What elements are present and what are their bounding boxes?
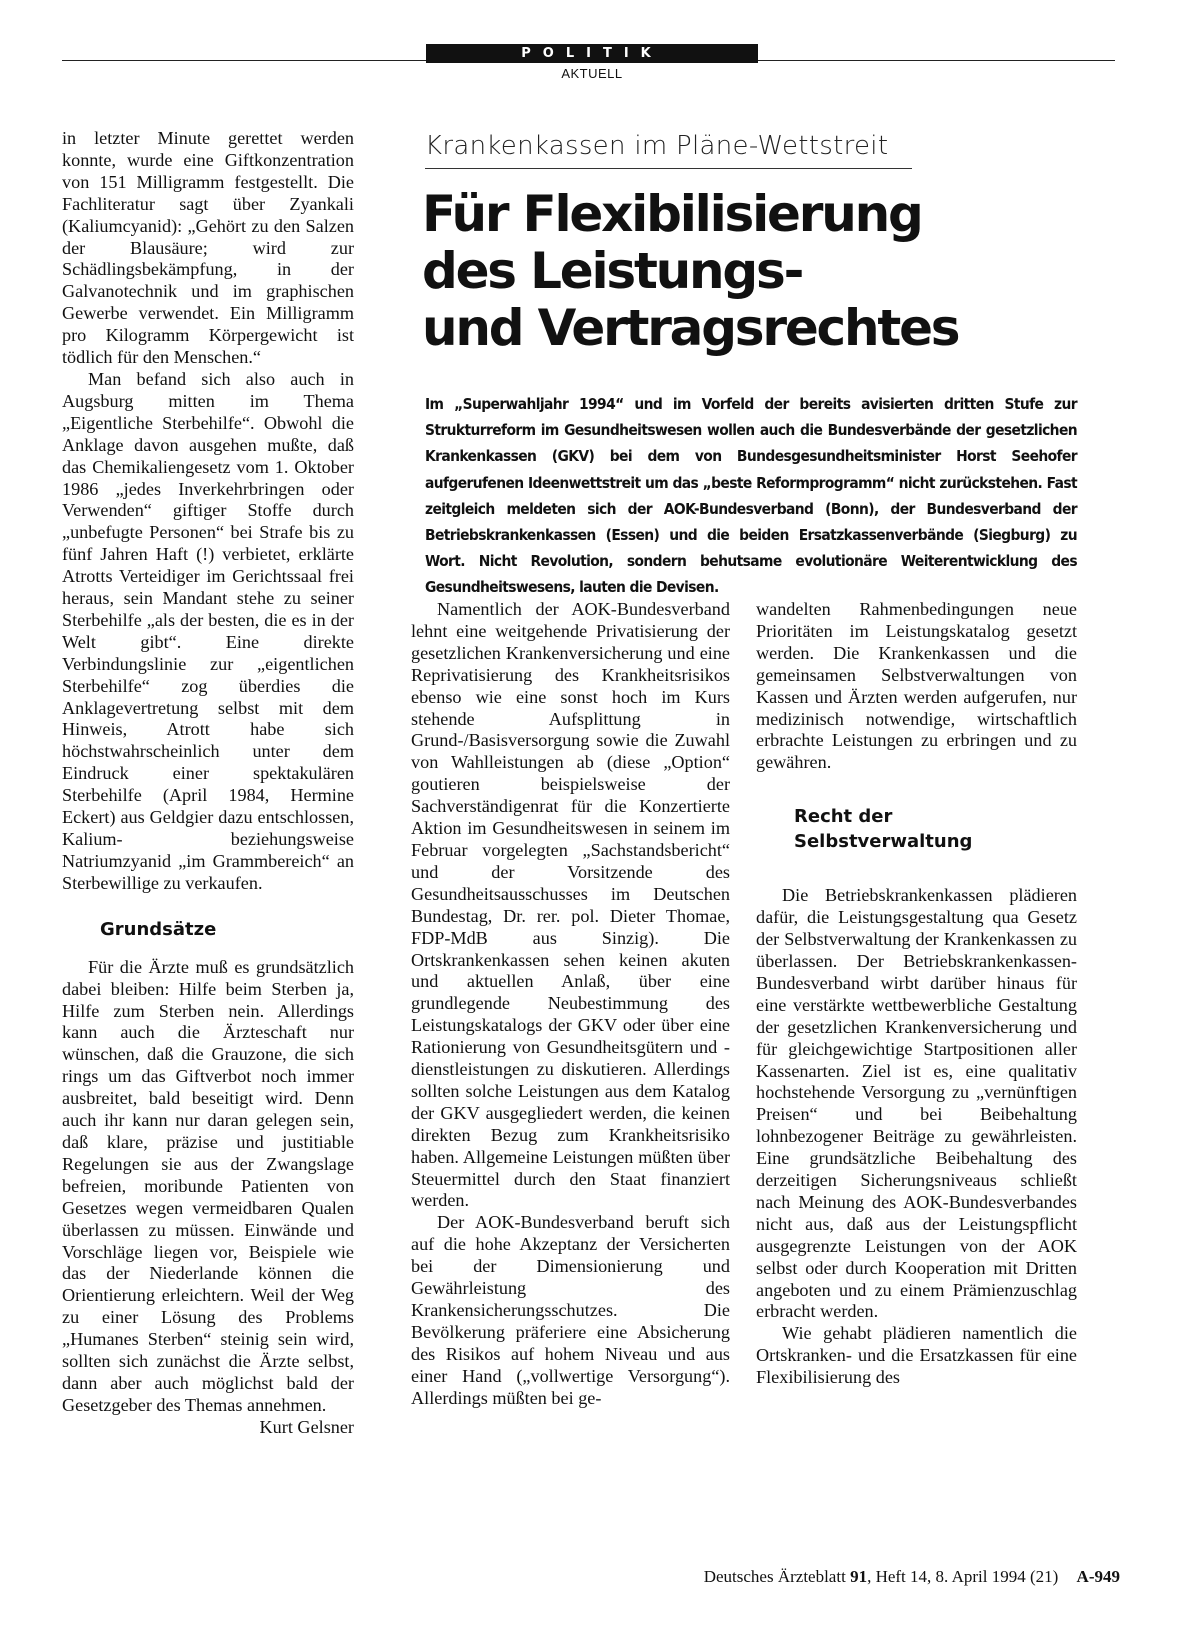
body-paragraph: Die Betriebskrankenkassen plädieren dafür, die Leistungsgestaltung qua Gesetz der Selbstverwaltung der Krankenkassen zu überlassen. Der Betriebskrankenkassen-Bundesverband wirbt darüber hinaus für eine verstärkte wettbewerbliche Gestaltung der gesetzlichen Krankenversicherung und für gleichgewichtige Startpositionen aller Kassenarten. Ziel ist es, eine qualitativ hochstehende Versorgung zu „vernünftigen Preisen“ und bei Beibehaltung lohnbezogener Beiträge zu gewährleisten. Eine grundsätzliche Beibehaltung des derzeitigen Sicherungsniveaus schließt nach Meinung des AOK-Bundesverbandes nicht aus, daß aus der Leistungspflicht ausgegrenzte Leistungen von der AOK selbst oder durch Kooperation mit Dritten angeboten und zu einem Prämienzuschlag erbracht werden. (756, 885, 1077, 1322)
body-paragraph (62, 956, 354, 1437)
body-paragraph: Man befand sich also auch in Augsburg mitten im Thema „Eigentliche Sterbehilfe“. Obwohl die Anklage davon ausgehen mußte, daß das Chemikaliengesetz vom 1. Oktober 1986 „jedes Inverkehrbringen oder Verwenden“ giftiger Stoffe durch „unbefugte Personen“ bei Strafe bis zu fünf Jahren Haft (!) verbietet, erklärte Atrotts Verteidiger im Gerichtssaal frei heraus, sein Mandant stehe zu seiner Sterbehilfe „als der besten, die es in der Welt gibt“. Eine direkte Verbindungslinie zur „eigentlichen Sterbehilfe“ zog überdies die Anklagevertretung selbst mit dem Hinweis, Atrott habe sich höchstwahrscheinlich unter dem Eindruck einer spektakulären Sterbehilfe (April 1984, Hermine Eckert) aus Geldgier dazu entschlossen, Kalium- beziehungsweise Natriumzyanid „im Grammbereich“ an Sterbewillige zu verkaufen. (62, 368, 354, 893)
body-paragraph: Wie gehabt plädieren namentlich die Ortskranken- und die Ersatzkassen für eine Flexibilisierung des (756, 1323, 1077, 1388)
column-left (62, 128, 354, 1439)
section-label: POLITIK (426, 44, 758, 63)
body-paragraph: in letzter Minute gerettet werden konnte, wurde eine Giftkonzentration von 151 Milligramm festgestellt. Die Fachliteratur sagt über Zyankali (Kaliumcyanid): „Gehört zu den Salzen der Blausäure; wird zur Schädlingsbekämpfung, in der Galvanotechnik und im graphischen Gewerbe verwendet. Ein Milligramm pro Kilogramm Körpergewicht ist tödlich für den Menschen.“ (62, 128, 354, 368)
section-heading: Grundsätze (100, 918, 217, 940)
page-number: A-949 (1076, 1567, 1120, 1586)
journal-name: Deutsches Ärzteblatt (703, 1567, 846, 1586)
article-lead: Im „Superwahljahr 1994“ und im Vorfeld der bereits avisierten dritten Stufe zur Strukturreform im Gesundheitswesen wollen auch die Bundesverbände der gesetzlichen Krankenkassen (GKV) bei dem von Bundesgesundheitsminister Horst Seehofer aufgerufenen Ideenwettstreit um das „beste Reformprogramm“ nicht zurückstehen. Fast zeitgleich meldeten sich der AOK-Bundesverband (Bonn), der Bundesverband der Betriebskrankenkassen (Essen) und die beiden Ersatzkassenverbände (Siegburg) zu Wort. Nicht Revolution, sondern behutsame evolutionäre Weiterentwicklung des Gesundheitswesens, lauten die Devisen. (425, 395, 1077, 597)
subsection-label: AKTUELL (561, 66, 623, 81)
column-middle (411, 599, 730, 1410)
paragraph-text: Für die Ärzte muß es grundsätzlich dabei bleiben: Hilfe beim Sterben ja, Hilfe zum Sterben nein. Allerdings kann auch die Ärzteschaft nur wünschen, daß die Grauzone, die sich rings um das Giftverbot noch immer ausbreitet, bald beseitigt wird. Denn auch ihr kann nur daran gelegen sein, daß klare, präzise und justitiable Regelungen sie aus der Zwangslage befreien, moribunde Patienten von Gesetzes wegen vermeidbaren Qualen überlassen zu müssen. Einwände und Vorschläge liegen vor, Beispiele wie das der Niederlande können die Orientierung erleichtern. Weil der Weg zu einer Lösung des Problems „Humanes Sterben“ steinig sein wird, sollten sich zunächst die Ärzte selbst, dann aber auch möglichst bald der Gesetzgeber des Themas annehmen. (62, 956, 354, 1415)
headline-line: und Vertragsrechtes (422, 299, 959, 357)
headline-line: Für Flexibilisierung (422, 185, 922, 243)
body-paragraph: Namentlich der AOK-Bundesverband lehnt eine weitgehende Privatisierung der gesetzlichen Krankenversicherung und eine Reprivatisierung des Krankheitsrisikos ebenso wie eine sonst hoch im Kurs stehende Aufsplittung in Grund-/Basisversorgung sowie die Zuwahl von Wahlleistungen ab (diese „Option“ goutieren beispielsweise der Sachverständigenrat für die Konzertierte Aktion im Gesundheitswesen in seinem im Februar vorgelegten „Sachstandsbericht“ und der Vorsitzende des Gesundheitsausschusses im Deutschen Bundestag, Dr. rer. pol. Dieter Thomae, FDP-MdB aus Sinzig). Die Ortskrankenkassen sehen keinen akuten und aktuellen Anlaß, über eine grundlegende Neubestimmung des Leistungskatalogs der GKV oder über eine Rationierung von Gesundheitsgütern und -dienstleistungen zu diskutieren. Allerdings sollten solche Leistungen aus dem Katalog der GKV ausgegliedert werden, die keinen direkten Bezug zum Krankheitsrisiko haben. Allgemeine Leistungen müßten über Steuermittel durch den Staat finanziert werden. (411, 599, 730, 1211)
issue-info: , Heft 14, 8. April 1994 (21) (867, 1567, 1059, 1586)
volume-number: 91 (850, 1567, 868, 1586)
headline-line: des Leistungs- (422, 242, 803, 300)
body-paragraph: Der AOK-Bundesverband beruft sich auf die hohe Akzeptanz der Versicherten bei der Dimensionierung und Gewährleistung des Krankensicherungsschutzes. Die Bevölkerung präferiere eine Absicherung des Risikos auf hohem Niveau und aus einer Hand („vollwertige Versorgung“). Allerdings müßten bei ge- (411, 1212, 730, 1408)
section-heading (794, 804, 1077, 854)
page-footer (560, 1567, 1120, 1587)
kicker-rule (425, 168, 912, 169)
column-right (756, 599, 1077, 1389)
heading-line: Recht der (794, 806, 893, 828)
article-headline (422, 186, 1122, 357)
body-paragraph: wandelten Rahmenbedingungen neue Prioritäten im Leistungskatalog gesetzt werden. Die Krankenkassen und die gemeinsamen Selbstverwaltungen von Kassen und Ärzten werden aufgerufen, nur medizinisch notwendige, wirtschaftlich erbrachte Leistungen zu erbringen und zu gewähren. (756, 599, 1077, 773)
article-kicker: Krankenkassen im Pläne-Wettstreit (425, 131, 889, 161)
heading-line: Selbstverwaltung (794, 831, 973, 853)
author-name: Kurt Gelsner (259, 1416, 354, 1437)
